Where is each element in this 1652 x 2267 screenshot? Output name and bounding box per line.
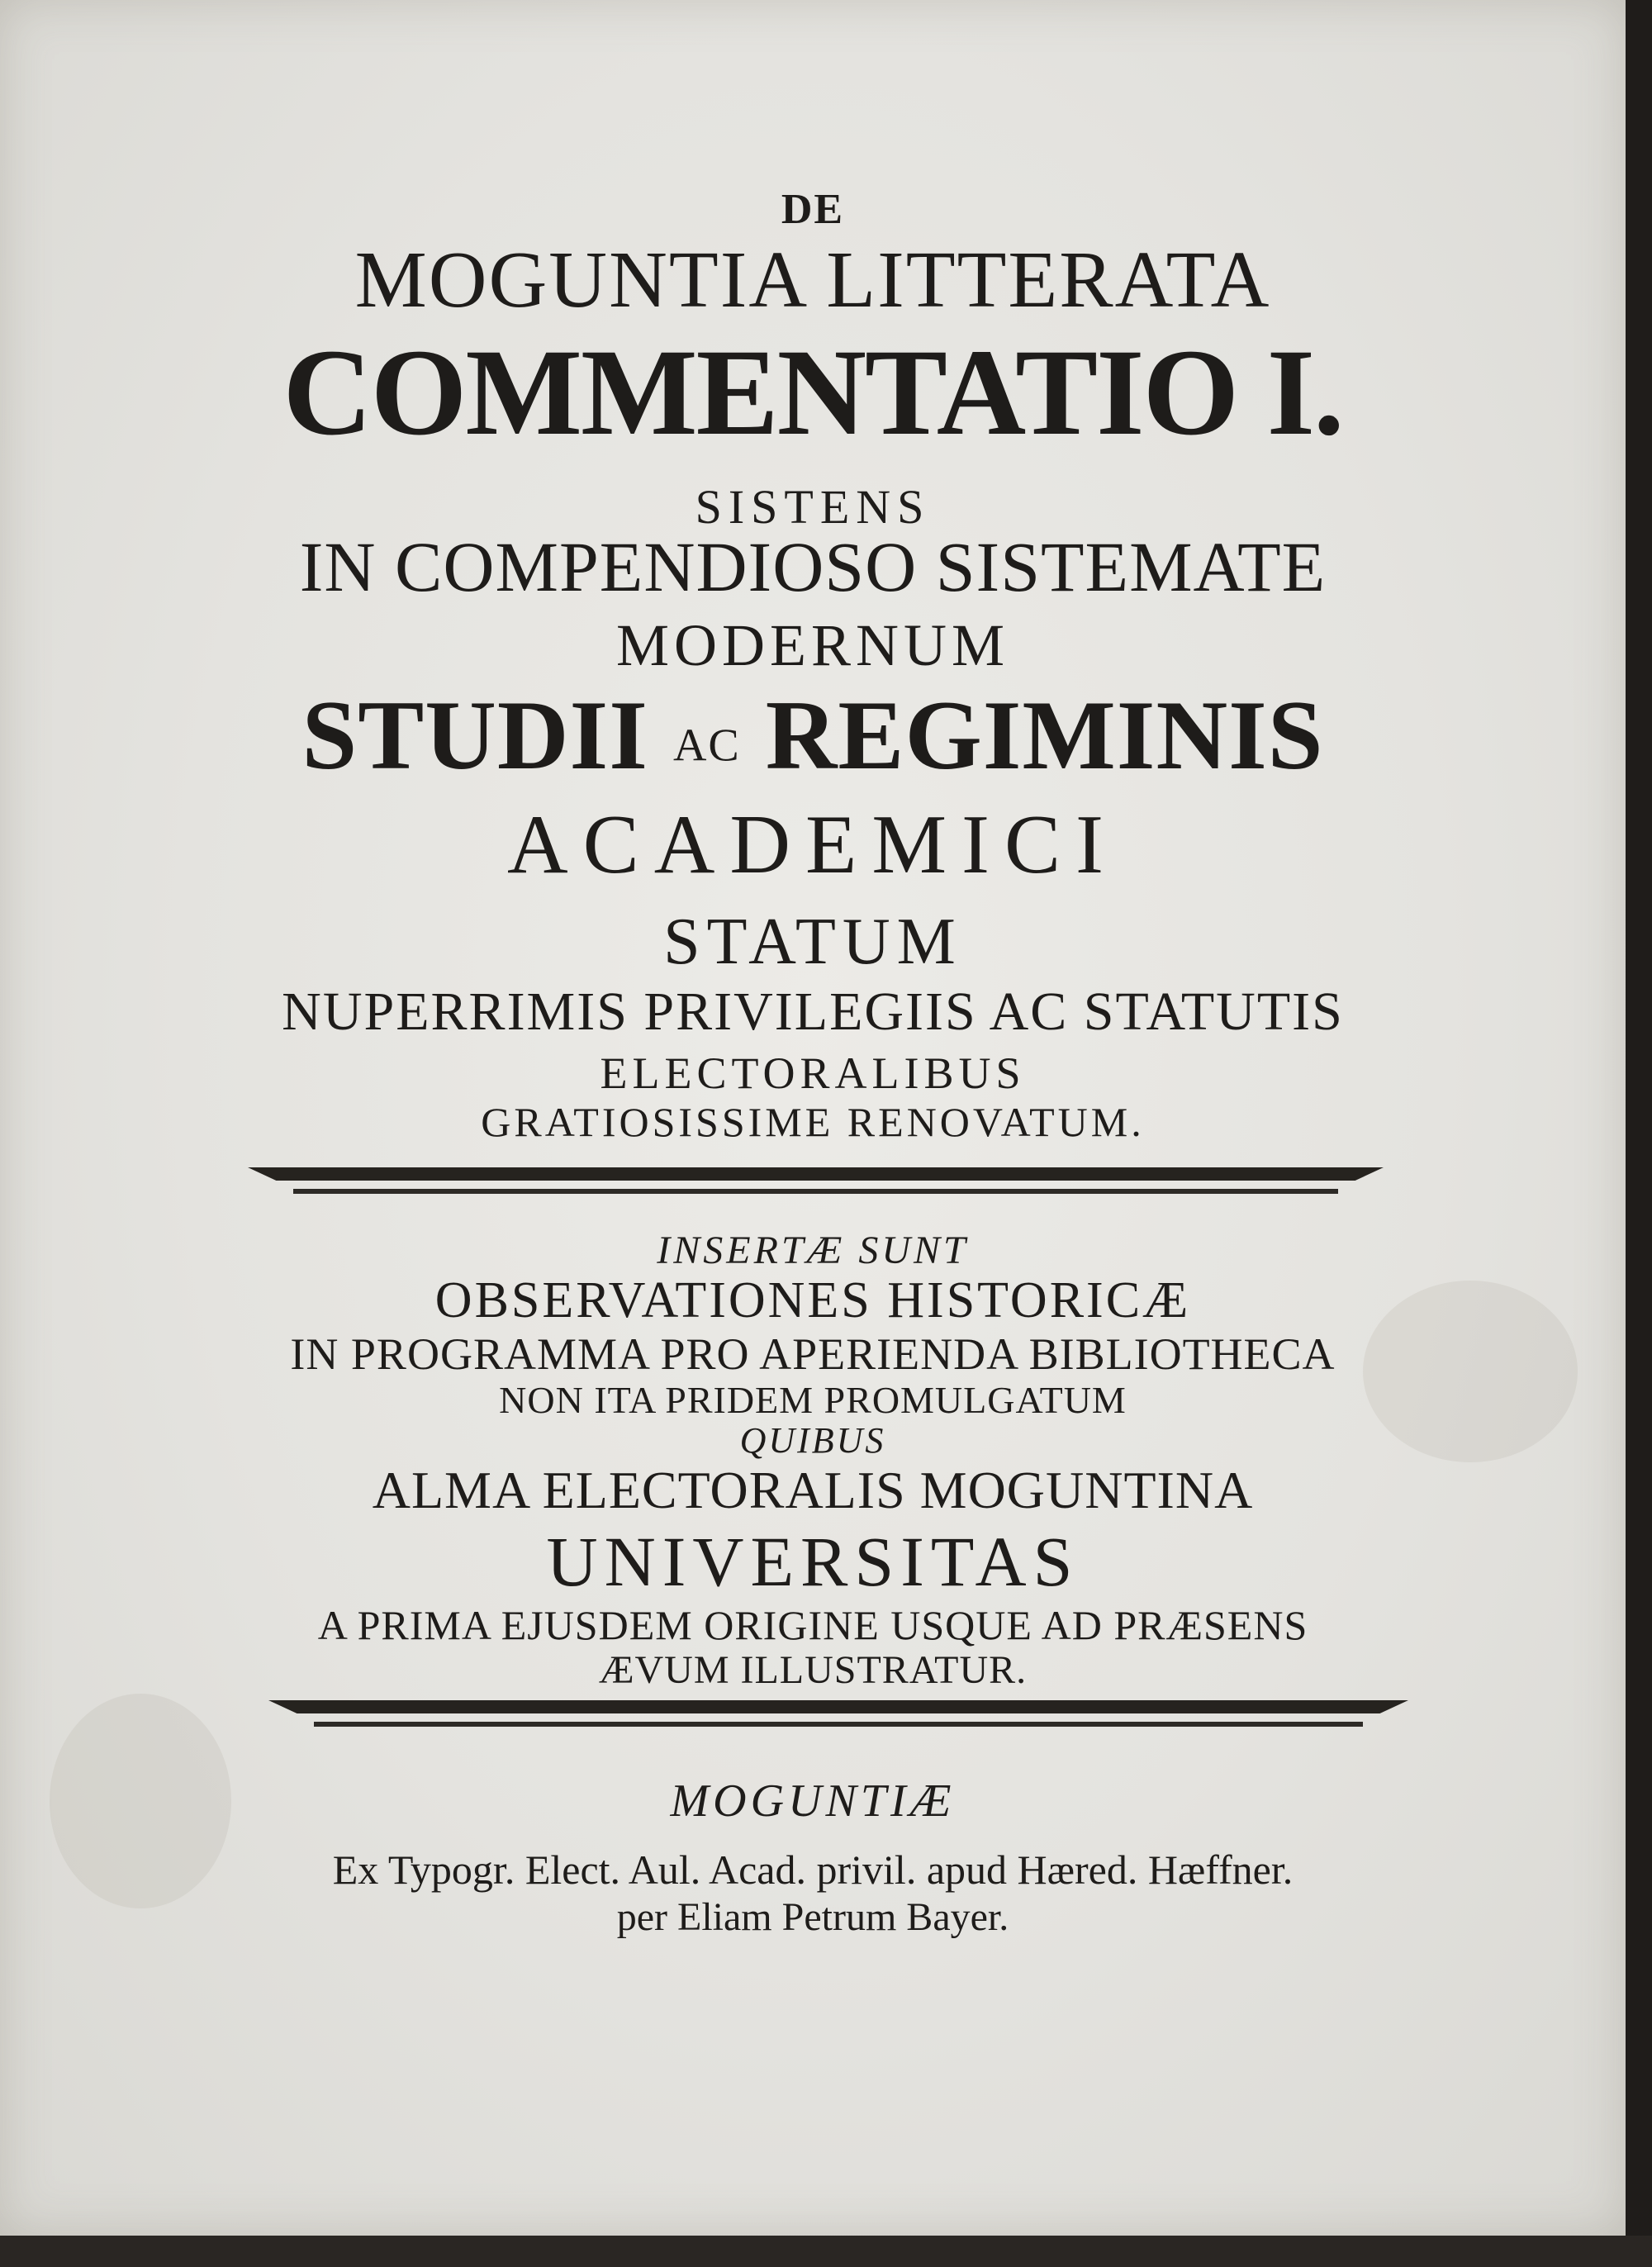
line-alma-electoralis: ALMA ELECTORALIS MOGUNTINA [372,1461,1254,1519]
scan-border-bottom [0,2236,1652,2267]
line-in-compendioso: IN COMPENDIOSO SISTEMATE [299,527,1327,606]
line-commentatio: COMMENTATIO I. [282,324,1343,461]
line-academici: ACADEMICI [507,798,1118,891]
line-gratiosissime: GRATIOSISSIME RENOVATUM. [481,1099,1145,1145]
rule-thick-bar [248,1167,1384,1181]
line-observationes: OBSERVATIONES HISTORICÆ [434,1272,1191,1328]
line-electoralibus: ELECTORALIBUS [600,1048,1026,1098]
line-universitas: UNIVERSITAS [546,1522,1080,1601]
book-edge [1626,0,1652,2267]
word-studii: STUDII [301,680,648,790]
line-statum: STATUM [663,905,962,978]
rule-thin-bar [314,1722,1363,1727]
word-ac: AC [672,720,741,772]
line-sistens: SISTENS [695,480,931,534]
line-quibus: QUIBUS [739,1420,886,1461]
line-aevum: ÆVUM ILLUSTRATUR. [598,1648,1028,1692]
line-in-programma: IN PROGRAMMA PRO APERIENDA BIBLIOTHECA [290,1329,1336,1379]
ornamental-rule-top [248,1167,1384,1200]
line-studii-ac-regiminis [0,680,1626,790]
rule-thin-bar [293,1189,1338,1194]
line-insertae-sunt: INSERTÆ SUNT [657,1229,969,1272]
word-regiminis: REGIMINIS [765,680,1324,790]
line-ex-typogr: Ex Typogr. Elect. Aul. Acad. privil. apud Hæred. Hæffner. [332,1846,1294,1893]
line-nuperrimis: NUPERRIMIS PRIVILEGIIS AC STATUTIS [282,981,1344,1042]
line-de: DE [781,186,845,233]
line-modernum: MODERNUM [615,612,1010,678]
ornamental-rule-bottom [268,1700,1408,1733]
line-moguntia-litterata: MOGUNTIA LITTERATA [354,235,1271,325]
line-moguntiae: MOGUNTIÆ [670,1775,956,1827]
line-non-ita-pridem: NON ITA PRIDEM PROMULGATUM [499,1379,1127,1421]
line-per-eliam: per Eliam Petrum Bayer. [616,1895,1009,1939]
line-a-prima: A PRIMA EJUSDEM ORIGINE USQUE AD PRÆSENS [317,1602,1308,1648]
rule-thick-bar [268,1700,1408,1713]
